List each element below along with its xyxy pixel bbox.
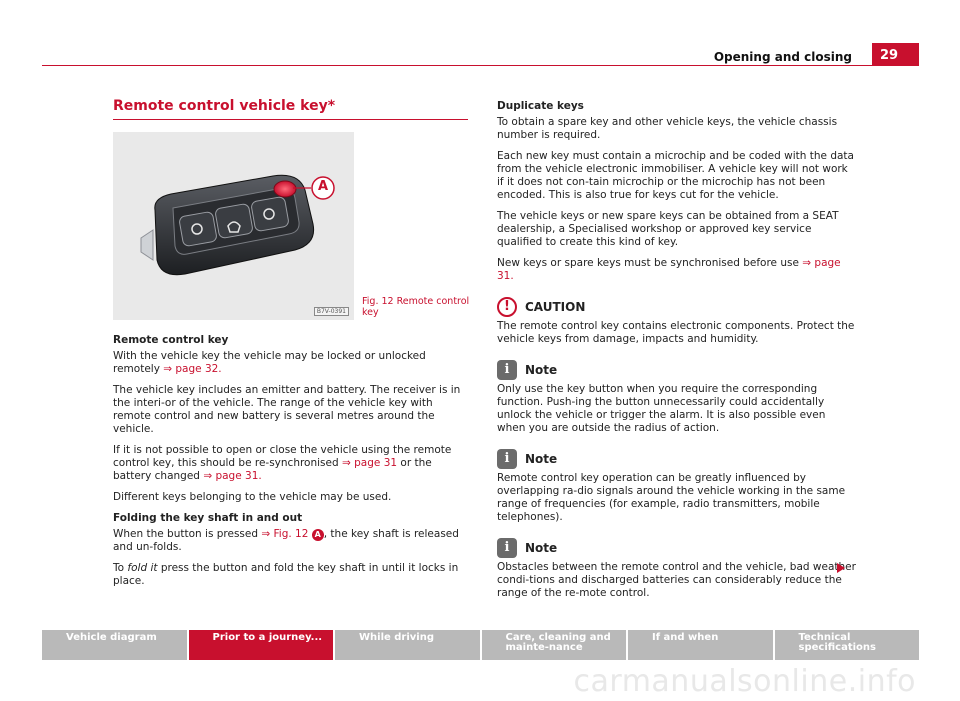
note-text: Obstacles between the remote control and the vehicle, bad weather condi-tions and discharged batteries can considerably reduce the range of the re-mote control. [497, 561, 856, 599]
text: To [113, 562, 128, 574]
footer-tab-prior-to-journey[interactable]: Prior to a journey... [189, 630, 334, 660]
continue-arrow-icon [837, 563, 845, 573]
paragraph: The vehicle key includes an emitter and battery. The receiver is in the interi-or of the vehicle. The range of the vehicle key with remote control and new battery is several metres around the vehicle. [113, 384, 461, 435]
paragraph [113, 444, 469, 483]
footer-nav [42, 630, 919, 660]
note-heading [497, 538, 857, 558]
caution-title: CAUTION [525, 299, 586, 314]
text: press the button and fold the key shaft in until it locks in place. [113, 562, 459, 587]
key-figure [113, 132, 354, 320]
text: , the key shaft is released and un-folds. [113, 528, 459, 553]
text: New keys or spare keys must be synchronised before use [497, 257, 803, 269]
figure-code: B7V-0391 [314, 307, 349, 316]
page-ref-link[interactable]: ⇒ page 31 [342, 457, 398, 469]
paragraph [497, 257, 857, 283]
footer-tab-care-cleaning[interactable]: Care, cleaning and mainte-nance [482, 630, 627, 660]
note-icon: i [497, 449, 517, 469]
caution-text: The remote control key contains electronic components. Protect the vehicle keys from damage, impacts and humidity. [497, 320, 855, 345]
header-rule [42, 65, 919, 66]
subhead-remote-key: Remote control key [113, 334, 229, 346]
figure-label-a: A [317, 179, 329, 194]
marker-a: A [312, 529, 324, 541]
figure-ref-link[interactable]: ⇒ Fig. 12 [261, 528, 309, 540]
note-icon: i [497, 538, 517, 558]
emphasis: fold it [127, 562, 158, 574]
page-ref-link[interactable]: ⇒ page 32. [163, 363, 222, 375]
page-ref-link[interactable]: ⇒ page 31. [497, 257, 841, 282]
paragraph [113, 562, 469, 588]
footer-tab-while-driving[interactable]: While driving [335, 630, 480, 660]
caution-icon: ! [497, 297, 517, 317]
footer-tab-vehicle-diagram[interactable]: Vehicle diagram [42, 630, 187, 660]
paragraph: Each new key must contain a microchip and be coded with the data from the vehicle electronic immobiliser. A vehicle key will not work if it does not con-tain microchip or the microchip has not been encoded. This is also true for keys cut for the vehicle. [497, 150, 854, 201]
text: With the vehicle key the vehicle may be locked or unlocked remotely [113, 350, 426, 375]
subhead-duplicate-keys: Duplicate keys [497, 100, 584, 112]
section-title: Remote control vehicle key* [113, 98, 336, 114]
footer-tab-if-and-when[interactable]: If and when [628, 630, 773, 660]
note-title: Note [525, 451, 558, 466]
page-number-badge: 29 [872, 43, 919, 66]
figure-caption: Fig. 12 Remote control key [362, 296, 470, 318]
remote-key-illustration [113, 132, 354, 320]
paragraph: The vehicle keys or new spare keys can be obtained from a SEAT dealership, a Specialised workshop or approved key service qualified to create this kind of key. [497, 210, 839, 248]
paragraph [113, 528, 469, 554]
note-heading [497, 360, 857, 380]
text: or the battery changed [113, 457, 432, 482]
text: When the button is pressed [113, 528, 262, 540]
section-rule [113, 119, 468, 120]
footer-tab-technical-specifications[interactable]: Technical specifications [775, 630, 920, 660]
watermark: carmanualsonline.info [573, 664, 916, 699]
right-column [497, 100, 857, 608]
page-header-title: Opening and closing [713, 50, 852, 64]
paragraph: To obtain a spare key and other vehicle keys, the vehicle chassis number is required. [497, 116, 838, 141]
paragraph: Different keys belonging to the vehicle may be used. [113, 491, 392, 503]
paragraph [113, 350, 469, 376]
left-column [113, 334, 469, 596]
note-title: Note [525, 362, 558, 377]
note-text: Remote control key operation can be greatly influenced by overlapping ra-dio signals around the vehicle working in the same range of frequencies (for example, radio transmitters, mobile telephones). [497, 472, 846, 523]
note-title: Note [525, 540, 558, 555]
page-ref-link[interactable]: ⇒ page 31. [203, 470, 262, 482]
note-icon: i [497, 360, 517, 380]
caution-heading [497, 297, 857, 317]
text: If it is not possible to open or close the vehicle using the remote control key, this should be re-synchronised [113, 444, 452, 469]
subhead-folding: Folding the key shaft in and out [113, 512, 303, 524]
note-heading [497, 449, 857, 469]
note-text: Only use the key button when you require the corresponding function. Push-ing the button unnecessarily could accidentally unlock the vehicle or trigger the alarm. It is also possible even when you are outside the radius of action. [497, 383, 826, 434]
